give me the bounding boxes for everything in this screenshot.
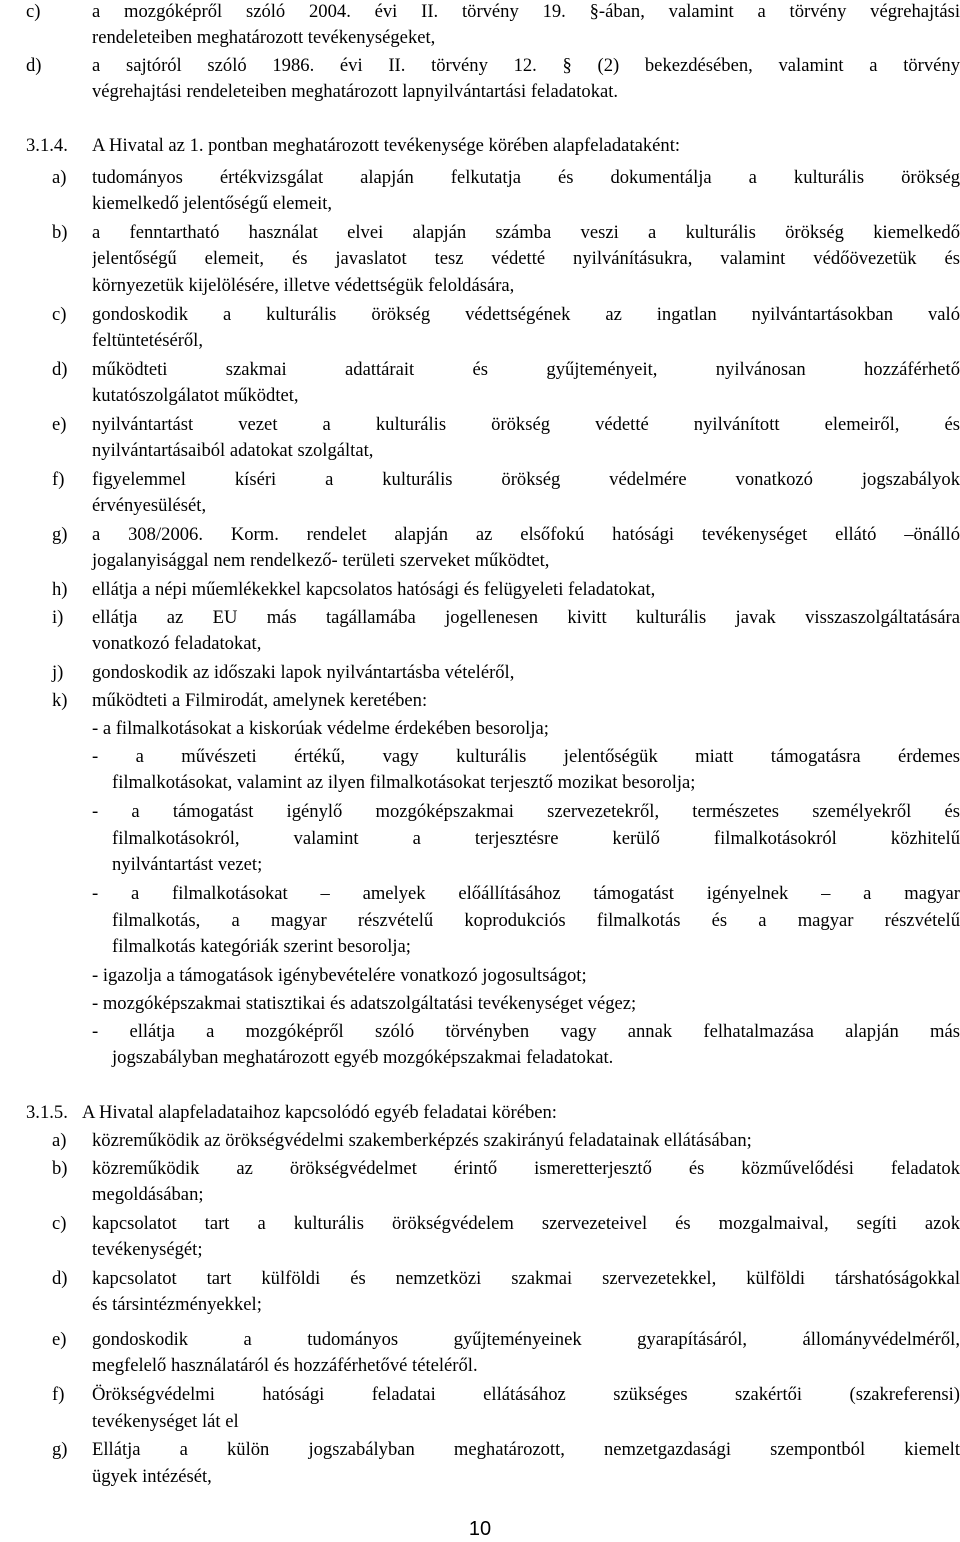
item-line: feltüntetéséről, [92,330,203,351]
item-label: c) [52,1213,67,1234]
item-line: érvényesülését, [92,495,207,516]
item-line: a sajtóról szóló 1986. évi II. törvény 12. § (2) bekezdésében, valamint a törvény [92,55,960,76]
item-line: tevékenységét; [92,1239,203,1260]
item-label: c) [26,1,41,22]
subitem-line: - mozgóképszakmai statisztikai és adatszolgáltatási tevékenységet végez; [92,993,637,1014]
item-line: rendeleteiben meghatározott tevékenységeket, [92,27,436,48]
item-line: közreműködik az örökségvédelmi szakemberképzés szakirányú feladatainak ellátásában; [92,1130,752,1151]
item-label: f) [52,469,65,490]
item-label: d) [26,55,42,76]
item-line: nyilvántartásaiból adatokat szolgáltat, [92,440,374,461]
item-line: tudományos értékvizsgálat alapján felkutatja és dokumentálja a kulturális örökség [92,167,960,188]
item-line: a fenntartható használat elvei alapján számba veszi a kulturális örökség kiemelkedő [92,222,960,243]
item-line: kapcsolatot tart külföldi és nemzetközi szakmai szervezetekkel, külföldi társhatóságokkal [92,1268,960,1289]
subitem-line: filmalkotás kategóriák szerint besorolja; [112,936,411,957]
item-line: jogalanyisággal nem rendelkező- területi szerveket működtet, [92,550,550,571]
subitem-line: filmalkotásokat, valamint az ilyen filmalkotásokat terjesztő mozikat besorolja; [112,772,696,793]
section-heading: A Hivatal alapfeladataihoz kapcsolódó egyéb feladatai körében: [82,1102,557,1123]
item-label: a) [52,1130,67,1151]
item-line: tevékenységet lát el [92,1411,239,1432]
item-label: h) [52,579,68,600]
item-line: nyilvántartást vezet a kulturális örökség védetté nyilvánított elemeiről, és [92,414,960,435]
item-line: jelentőségű elemeit, és javaslatot tesz védetté nyilvánításukra, valamint védőövezetük és [92,248,960,269]
item-label: g) [52,524,68,545]
item-line: ellátja az EU más tagállamába jogellenesen kivitt kulturális javak visszaszolgáltatására [92,607,960,628]
item-line: a 308/2006. Korm. rendelet alapján az elsőfokú hatósági tevékenységet ellátó –önálló [92,524,960,545]
item-line: gondoskodik a tudományos gyűjteményeinek gyarapításáról, állományvédelméről, [92,1329,960,1350]
subitem-line: - ellátja a mozgóképről szóló törvényben vagy annak felhatalmazása alapján más [92,1021,960,1042]
item-line: figyelemmel kíséri a kulturális örökség védelmére vonatkozó jogszabályok [92,469,960,490]
subitem-line: - a művészeti értékű, vagy kulturális jelentőségük miatt támogatásra érdemes [92,746,960,767]
item-label: f) [52,1384,65,1405]
item-line: a mozgóképről szóló 2004. évi II. törvény 19. §-ában, valamint a törvény végrehajtási [92,1,960,22]
item-label: k) [52,690,68,711]
section-heading: A Hivatal az 1. pontban meghatározott tevékenysége körében alapfeladataként: [92,135,681,156]
item-line: közreműködik az örökségvédelmet érintő ismeretterjesztő és közművelődési feladatok [92,1158,960,1179]
page-number: 10 [468,1518,492,1540]
item-line: kiemelkedő jelentőségű elemeit, [92,193,333,214]
item-label: b) [52,222,68,243]
subitem-line: - igazolja a támogatások igénybevételére vonatkozó jogosultságot; [92,965,587,986]
item-label: e) [52,414,67,435]
item-label: b) [52,1158,68,1179]
item-label: i) [52,607,64,628]
subitem-line: filmalkotásokról, valamint a terjesztésre kerülő filmalkotásokról közhitelű [112,828,960,849]
subitem-line: filmalkotás, a magyar részvételű koprodukciós filmalkotás és a magyar részvételű [112,910,960,931]
item-line: környezetük kijelölésére, illetve védettségük feloldására, [92,275,515,296]
subitem-line: nyilvántartást vezet; [112,854,263,875]
subitem-line: - a támogatást igénylő mozgóképszakmai szervezetekről, természetes személyekről és [92,801,960,822]
item-label: d) [52,359,68,380]
section-number: 3.1.4. [26,135,68,156]
item-line: végrehajtási rendeleteiben meghatározott lapnyilvántartási feladatokat. [92,81,619,102]
item-line: kapcsolatot tart a kulturális örökségvédelem szervezeteivel és mozgalmaival, segíti azok [92,1213,960,1234]
item-line: kutatószolgálatot működtet, [92,385,299,406]
subitem-line: - a filmalkotásokat – amelyek előállításához támogatást igényelnek – a magyar [92,883,960,904]
item-line: ellátja a népi műemlékekkel kapcsolatos hatósági és felügyeleti feladatokat, [92,579,656,600]
item-line: megfelelő használatáról és hozzáférhetővé tételéről. [92,1355,478,1376]
subitem-line: - a filmalkotásokat a kiskorúak védelme érdekében besorolja; [92,718,549,739]
item-line: gondoskodik a kulturális örökség védettségének az ingatlan nyilvántartásokban való [92,304,960,325]
item-line: vonatkozó feladatokat, [92,633,262,654]
item-label: a) [52,167,67,188]
item-line: működteti szakmai adattárait és gyűjteményeit, nyilvánosan hozzáférhető [92,359,960,380]
item-line: működteti a Filmirodát, amelynek keretében: [92,690,428,711]
item-label: j) [52,662,64,683]
item-label: d) [52,1268,68,1289]
item-label: c) [52,304,67,325]
item-label: e) [52,1329,67,1350]
item-line: ügyek intézését, [92,1466,212,1487]
section-number: 3.1.5. [26,1102,68,1123]
item-line: gondoskodik az időszaki lapok nyilvántartásba vételéről, [92,662,515,683]
item-label: g) [52,1439,68,1460]
item-line: Örökségvédelmi hatósági feladatai ellátásához szükséges szakértői (szakreferensi) [92,1384,960,1405]
subitem-line: jogszabályban meghatározott egyéb mozgóképszakmai feladatokat. [112,1047,614,1068]
item-line: és társintézményekkel; [92,1294,262,1315]
item-line: Ellátja a külön jogszabályban meghatározott, nemzetgazdasági szempontból kiemelt [92,1439,960,1460]
item-line: megoldásában; [92,1184,204,1205]
